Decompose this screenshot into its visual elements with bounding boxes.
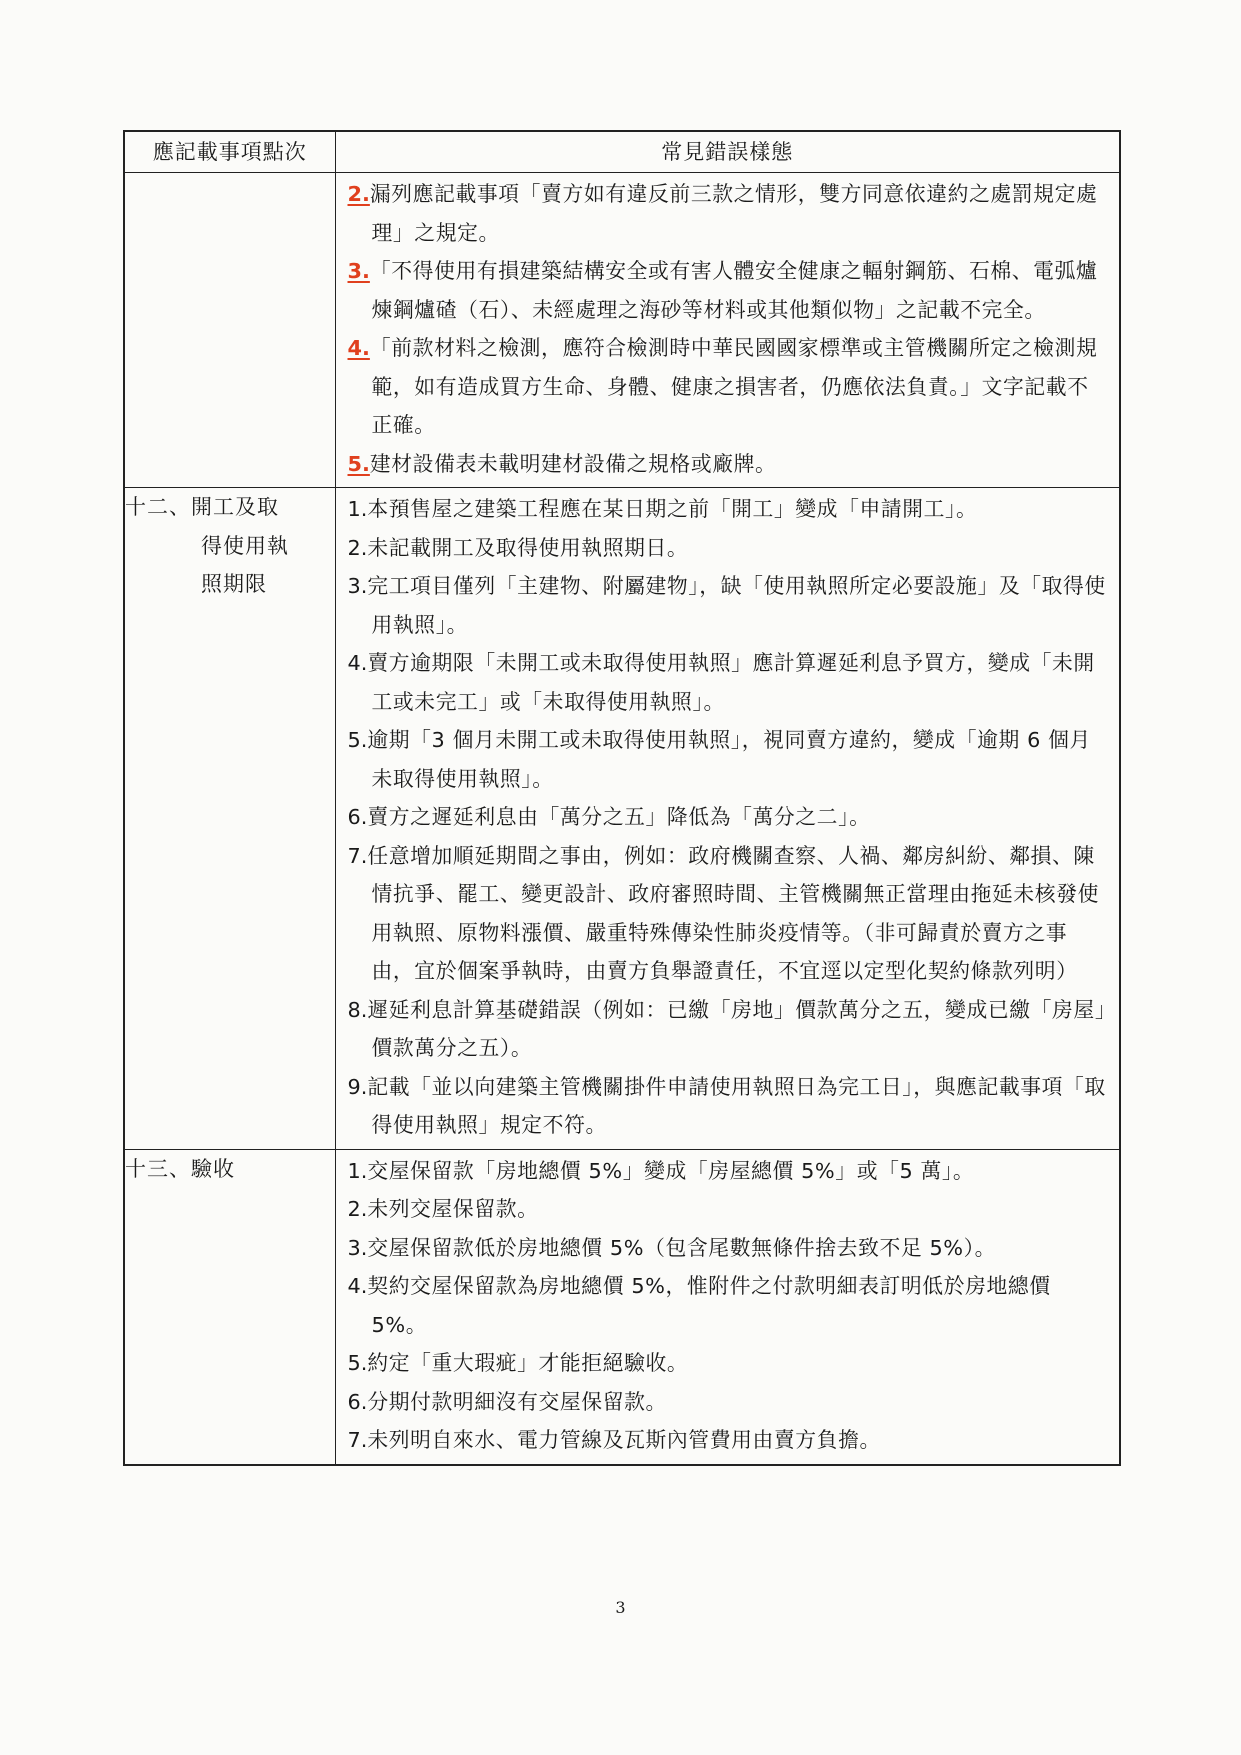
item-number: 1. [347,1158,368,1183]
page-number: 3 [615,1598,626,1617]
topic-cell [124,1149,335,1465]
item-number: 4. [347,336,370,360]
error-list-item [348,252,1108,329]
item-number: 8. [347,997,368,1022]
item-text: 本預售屋之建築工程應在某日期之前「開工」變成「申請開工」。 [367,497,978,521]
error-list-item [348,991,1108,1068]
error-list-item [348,1344,1108,1383]
error-list-item [348,1421,1108,1460]
error-list [336,488,1120,1149]
error-list-item [348,721,1108,798]
item-number: 9. [347,1074,368,1099]
item-text: 賣方之遲延利息由「萬分之五」降低為「萬分之二」。 [367,805,871,829]
error-list [336,1150,1120,1464]
table-body [124,173,1120,1465]
error-cell [335,488,1120,1150]
topic-line: 得使用執 [201,533,289,558]
item-text: 完工項目僅列「主建物、附屬建物」，缺「使用執照所定必要設施」及「取得使用執照」。 [367,574,1106,637]
error-list-item [348,445,1108,484]
item-text: 「前款材料之檢測，應符合檢測時中華民國國家標準或主管機關所定之檢測規範，如有造成買方生命、身體、健康之損害者，仍應依法負責。」文字記載不正確。 [369,336,1098,437]
error-list-item [348,329,1108,445]
item-number: 5. [347,1351,368,1375]
error-list [336,173,1120,487]
table-row [124,173,1120,488]
item-text: 遲延利息計算基礎錯誤（例如：已繳「房地」價款萬分之五，變成已繳「房屋」價款萬分之五）。 [367,997,1106,1060]
error-list-item [348,175,1108,252]
item-text: 交屋保留款「房地總價 5%」變成「房屋總價 5%」或「5 萬」。 [367,1158,975,1183]
item-number: 1. [347,497,368,521]
item-text: 「不得使用有損建築結構安全或有害人體安全健康之輻射鋼筋、石棉、電弧爐煉鋼爐碴（石）、未經處理之海砂等材料或其他類似物」之記載不完全。 [369,259,1098,322]
topic-cell [124,173,335,488]
item-number: 7. [347,1428,368,1452]
error-list-item [348,1068,1108,1145]
item-text: 賣方逾期限「未開工或未取得使用執照」應計算遲延利息予買方，變成「未開工或未完工」或「未取得使用執照」。 [367,651,1095,714]
error-cell [335,1149,1120,1465]
error-list-item [348,1267,1108,1344]
topic-line: 十三、驗收 [125,1156,235,1181]
item-text: 任意增加順延期間之事由，例如：政府機關查察、人禍、鄰房糾紛、鄰損、陳情抗爭、罷工、變更設計、政府審照時間、主管機關無正當理由拖延未核發使用執照、原物料漲價、嚴重特殊傳染性肺炎疫情等。（非可歸責於賣方之事由，宜於個案爭執時，由賣方負舉證責任，不宜逕以定型化契約條款列明） [367,843,1099,983]
error-cell [335,173,1120,488]
table-row [124,1149,1120,1465]
item-text: 約定「重大瑕疵」才能拒絕驗收。 [367,1351,689,1375]
error-list-item [348,837,1108,991]
item-number: 4. [347,651,368,675]
topic-line: 十二、開工及取 [125,495,279,519]
error-list-item [348,1229,1108,1268]
item-text: 未記載開工及取得使用執照期日。 [367,535,689,560]
error-list-item [348,567,1108,644]
item-number: 3. [347,259,370,283]
item-text: 分期付款明細沒有交屋保留款。 [367,1389,667,1414]
table-header-row [124,131,1120,173]
item-number: 5. [347,451,370,476]
error-list-item [348,644,1108,721]
item-number: 4. [347,1274,368,1298]
error-list-item [348,1383,1108,1422]
header-error-column: 常見錯誤樣態 [335,131,1120,173]
error-list-item [348,529,1108,568]
item-text: 未列明自來水、電力管線及瓦斯內管費用由賣方負擔。 [367,1428,881,1452]
item-text: 逾期「3 個月未開工或未取得使用執照」，視同賣方違約，變成「逾期 6 個月未取得使用執照」。 [367,728,1091,791]
error-list-item [348,798,1108,837]
error-list-item [348,1190,1108,1229]
item-number: 3. [347,1235,368,1260]
item-text: 交屋保留款低於房地總價 5%（包含尾數無條件捨去致不足 5%）。 [367,1235,997,1260]
item-text: 契約交屋保留款為房地總價 5%，惟附件之付款明細表訂明低於房地總價 5%。 [367,1274,1051,1337]
item-number: 5. [347,728,368,752]
item-text: 漏列應記載事項「賣方如有違反前三款之情形，雙方同意依違約之處罰規定處理」之規定。 [369,182,1098,245]
item-text: 未列交屋保留款。 [367,1197,539,1221]
item-text: 記載「並以向建築主管機關掛件申請使用執照日為完工日」，與應記載事項「取得使用執照」規定不符。 [367,1074,1106,1137]
topic-cell [124,488,335,1150]
table-row [124,488,1120,1150]
topic-line: 照期限 [201,572,267,596]
item-number: 6. [347,805,368,829]
item-number: 2. [347,1197,368,1221]
item-number: 6. [347,1389,368,1414]
requirements-table [123,130,1121,1466]
header-item-column: 應記載事項點次 [124,131,335,173]
item-text: 建材設備表未載明建材設備之規格或廠牌。 [369,451,777,476]
item-number: 2. [347,535,368,560]
error-list-item [348,1152,1108,1191]
item-number: 7. [347,843,368,868]
item-number: 3. [347,574,368,598]
error-list-item [348,490,1108,529]
item-number: 2. [347,182,370,206]
